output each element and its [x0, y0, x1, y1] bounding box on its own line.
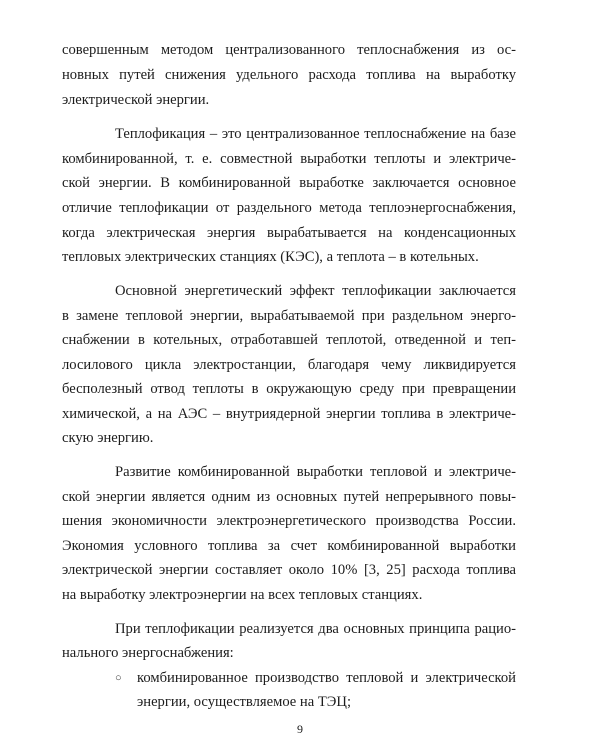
page-number: 9 — [297, 722, 303, 736]
text-line: электрической энергии составляет около 10% [3, 25] расхода топлива — [62, 562, 516, 578]
text-line: отличие теплофикации от раздельного метода теплоэнергоснабжения, — [62, 200, 516, 216]
text-line: бесполезный отвод теплоты в окружающую среду при превращении — [62, 381, 516, 397]
text-line: совершенным методом централизованного теплоснабжения из ос- — [62, 42, 516, 58]
bullet-line: энергии, осуществляемое на ТЭЦ; — [137, 694, 352, 710]
text-line: химической, а на АЭС – внутриядерной энергии топлива в электриче- — [62, 406, 516, 422]
text-line: При теплофикации реализуется два основных принципа рацио- — [115, 621, 516, 637]
text-line: Теплофикация – это централизованное теплоснабжение на базе — [115, 126, 516, 142]
text-line: тепловых электрических станциях (КЭС), а теплота – в котельных. — [62, 249, 479, 265]
text-line: когда электрическая энергия вырабатывается на конденсационных — [62, 225, 516, 241]
text-line: новных путей снижения удельного расхода топлива на выработку — [62, 67, 516, 83]
text-line: Экономия условного топлива за счет комбинированной выработки — [62, 538, 516, 554]
text-line: нального энергоснабжения: — [62, 645, 234, 661]
text-line: Развитие комбинированной выработки тепловой и электриче- — [115, 464, 516, 480]
text-line: ской энергии является одним из основных путей непрерывного повы- — [62, 489, 516, 505]
text-line: в замене тепловой энергии, вырабатываемой при раздельном энерго- — [62, 308, 516, 324]
bullet-circle-icon: ○ — [115, 672, 122, 684]
text-line: ской энергии. В комбинированной выработке заключается основное — [62, 175, 516, 191]
text-line: шения экономичности электроэнергетического производства России. — [62, 513, 516, 529]
text-line: скую энергию. — [62, 430, 154, 446]
text-line: на выработку электроэнергии на всех тепловых станциях. — [62, 587, 423, 603]
text-line: электрической энергии. — [62, 92, 210, 108]
text-line: лосилового цикла электростанции, благодаря чему ликвидируется — [62, 357, 516, 373]
text-line: комбинированной, т. е. совместной выработки теплоты и электриче- — [62, 151, 516, 167]
text-line: Основной энергетический эффект теплофикации заключается — [115, 283, 516, 299]
text-line: снабжении в котельных, отработавшей теплотой, отведенной и теп- — [62, 332, 516, 348]
bullet-line: комбинированное производство тепловой и электрической — [137, 670, 516, 686]
